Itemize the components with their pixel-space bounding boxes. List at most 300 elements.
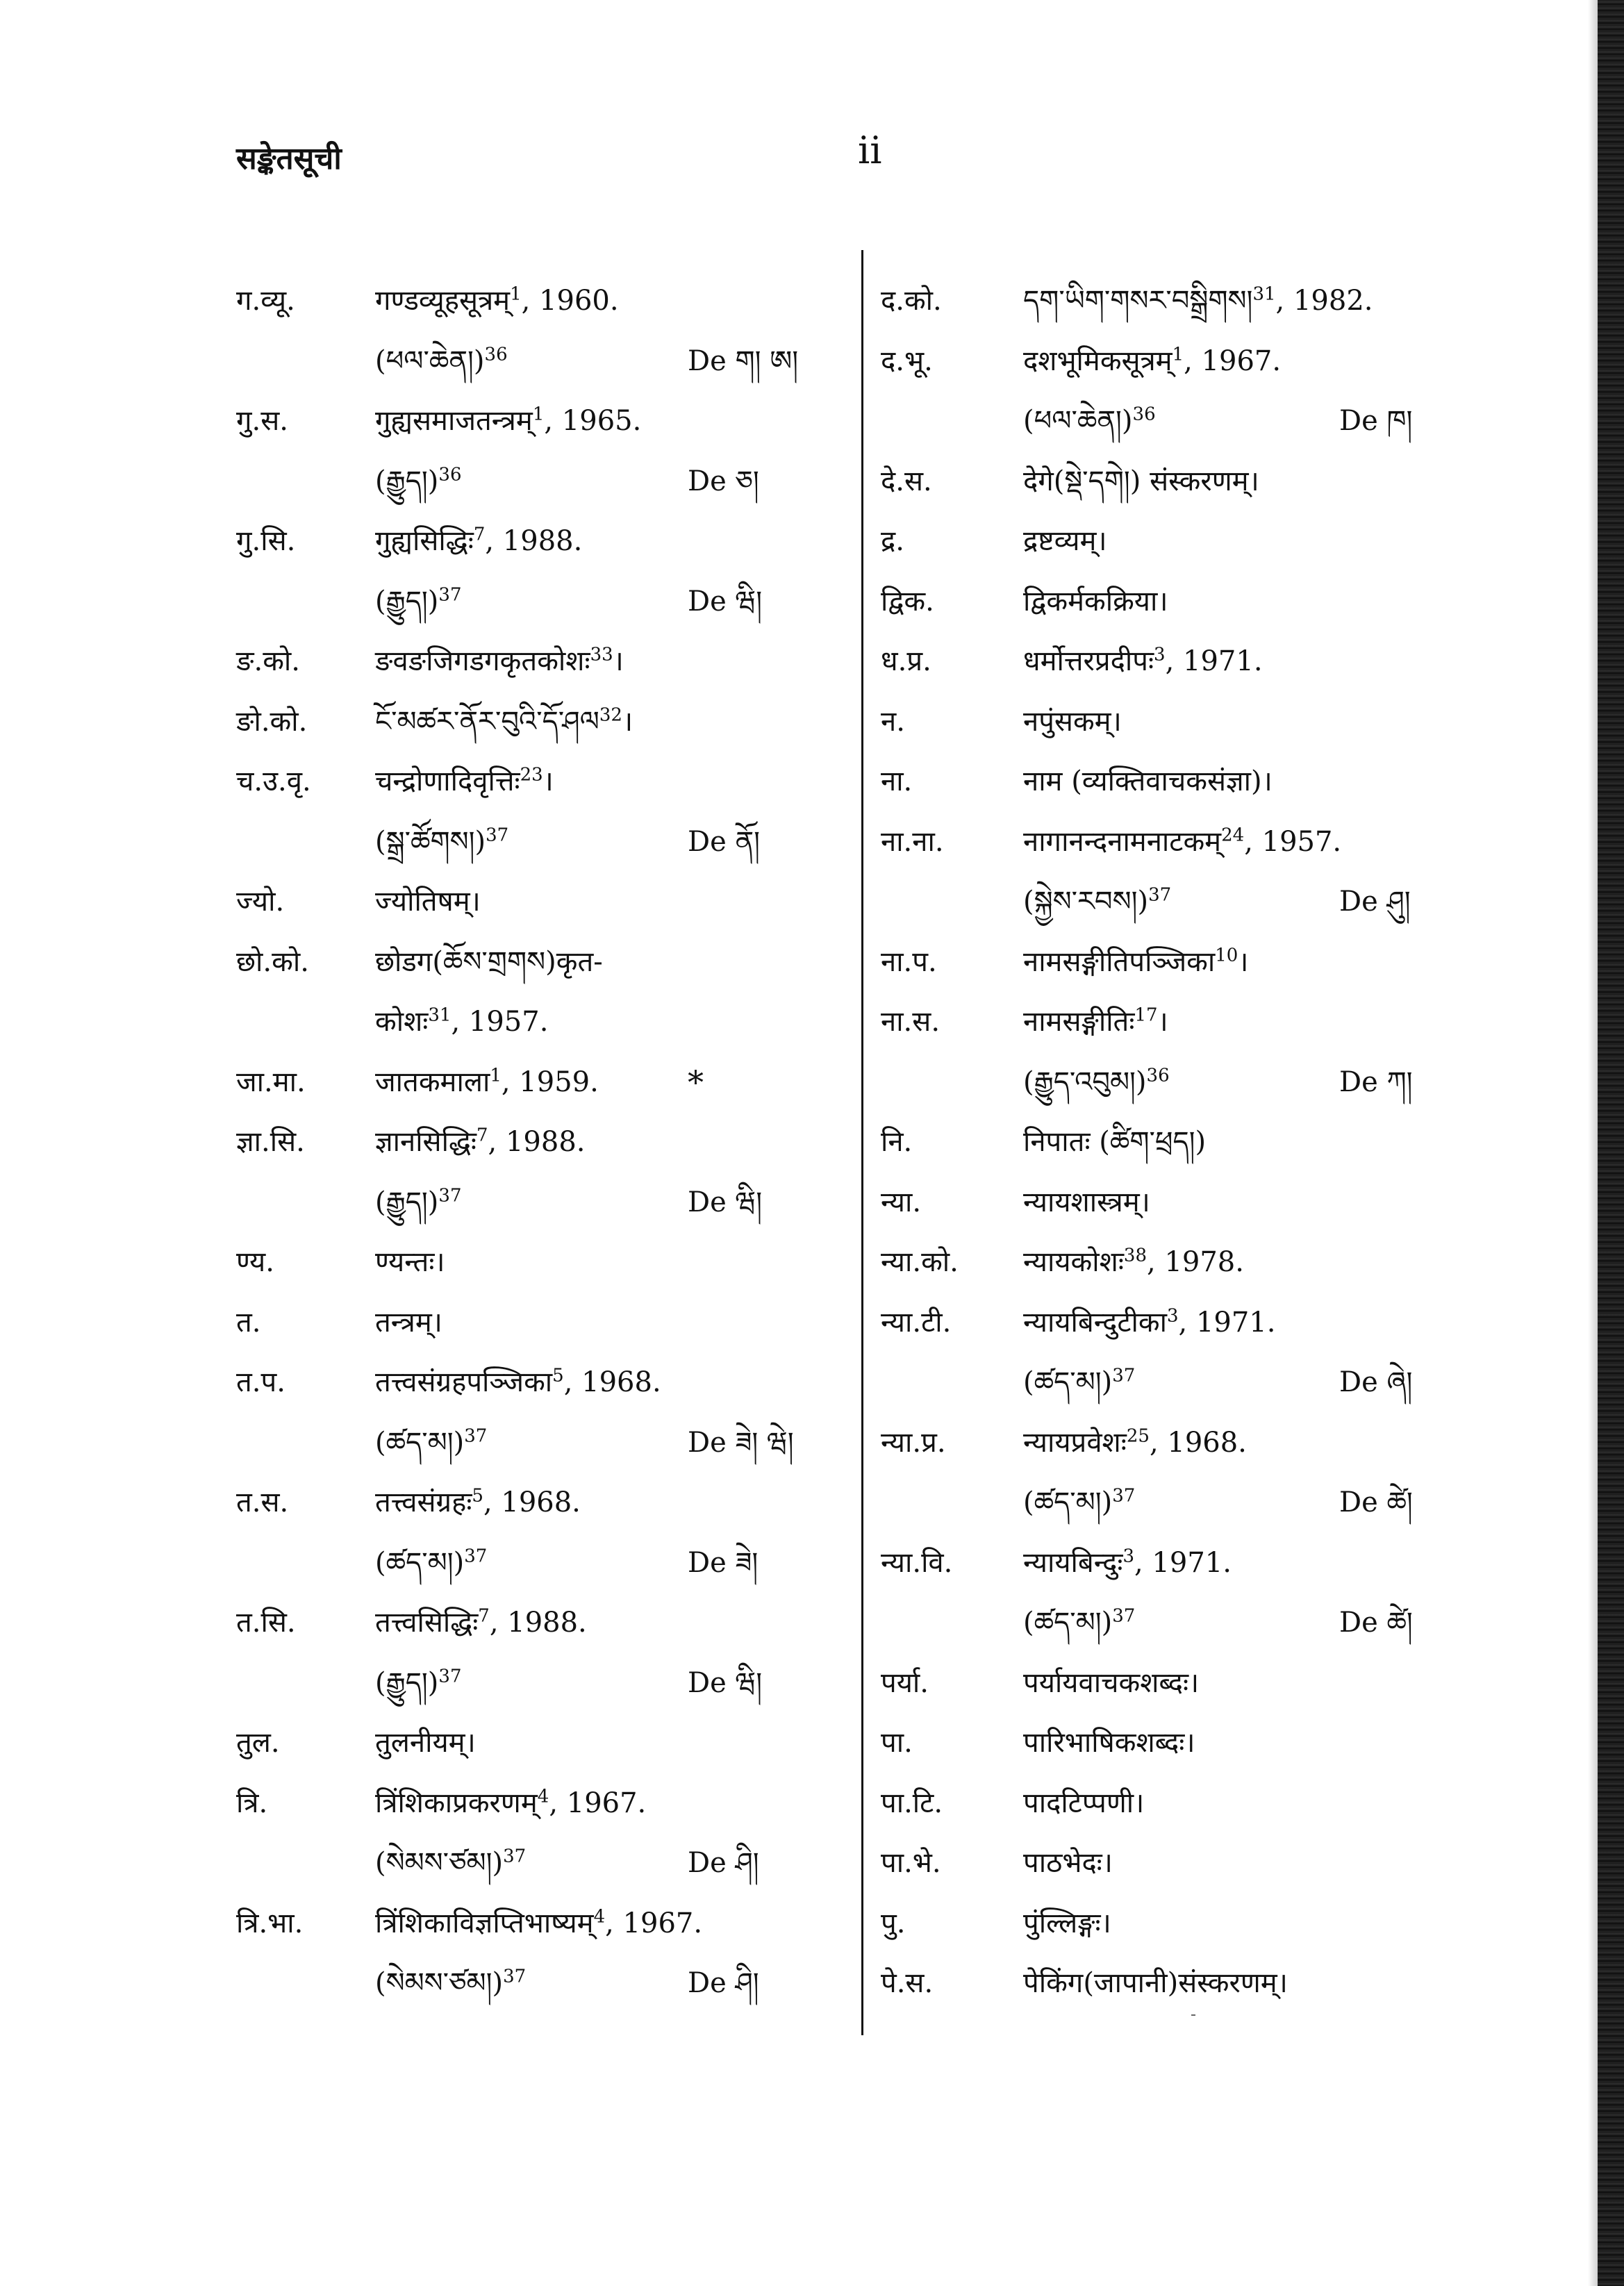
entry-abbreviation: पु. xyxy=(881,1907,906,1939)
entry-row xyxy=(236,1173,834,1233)
entry-abbreviation: पर्या. xyxy=(881,1666,929,1699)
entry-row xyxy=(236,1533,834,1593)
entry-derge-reference: De ཟེ། xyxy=(688,1546,759,1579)
entry-abbreviation: ज्ञा.सि. xyxy=(236,1126,305,1158)
entry-derge-reference: De ཀ། xyxy=(1339,1066,1413,1098)
entry-abbreviation: त. xyxy=(236,1306,261,1339)
entry-year: । xyxy=(622,705,633,738)
entry-expansion xyxy=(375,1413,487,1473)
entry-expansion xyxy=(1023,1232,1244,1293)
entry-title: (སེམས་ཙམ།) xyxy=(375,1967,504,1999)
entry-expansion xyxy=(1023,271,1373,331)
entry-expansion xyxy=(1023,1112,1206,1173)
entry-footnote-number: 3 xyxy=(1154,644,1166,665)
entry-title: (ཚད་མ།) xyxy=(1023,1366,1113,1398)
entry-row xyxy=(881,1533,1436,1593)
entry-derge-reference: * xyxy=(688,1063,704,1101)
entry-title: ज्योतिषम्। xyxy=(375,886,481,918)
entry-row xyxy=(881,752,1436,812)
entry-title: ण्यन्तः। xyxy=(375,1246,445,1278)
entry-row xyxy=(881,1112,1436,1173)
entry-abbreviation: गु.स. xyxy=(236,405,288,437)
entry-expansion xyxy=(375,812,508,872)
entry-year: , 1971. xyxy=(1165,645,1263,677)
entry-title: न्यायबिन्दुटीका xyxy=(1023,1306,1167,1339)
entry-title: कोशः xyxy=(375,1006,429,1038)
entry-footnote-number: 5 xyxy=(472,1485,483,1507)
entry-title: तत्त्वसिद्धिः xyxy=(375,1607,479,1639)
entry-abbreviation: न्या.वि. xyxy=(881,1546,953,1579)
entry-row xyxy=(881,1293,1436,1353)
entry-expansion xyxy=(375,872,481,932)
column-divider xyxy=(861,250,863,2035)
entry-footnote-number: 36 xyxy=(484,344,508,365)
entry-title: तत्त्वसंग्रहः xyxy=(375,1486,472,1518)
entry-derge-reference: De ཤི། xyxy=(688,1847,759,1879)
entry-title: (སྐྱེས་རབས།) xyxy=(1023,886,1149,918)
entry-year: , 1982. xyxy=(1275,285,1373,317)
entry-abbreviation: ग.व्यू. xyxy=(236,285,295,317)
entry-year: , 1968. xyxy=(1149,1426,1247,1459)
entry-year: , 1960. xyxy=(521,285,619,317)
entry-abbreviation: च.उ.वृ. xyxy=(236,765,311,797)
entry-title: (ཚད་མ།) xyxy=(1023,1486,1113,1518)
entry-title: (སེམས་ཙམ།) xyxy=(375,1847,504,1879)
entry-row xyxy=(236,511,834,572)
entry-derge-reference: De ཝི། xyxy=(688,1186,763,1218)
entry-title: तुलनीयम्। xyxy=(375,1727,476,1759)
entry-title: तत्त्वसंग्रहपञ्जिका xyxy=(375,1366,553,1398)
page-number: ii xyxy=(858,129,882,172)
entry-expansion xyxy=(375,1473,581,1533)
entry-title: द्विकर्मकक्रिया। xyxy=(1023,585,1168,618)
entry-expansion xyxy=(375,572,462,632)
entry-row xyxy=(236,1833,834,1894)
entry-abbreviation: द.भू. xyxy=(881,345,933,377)
entry-row xyxy=(881,872,1436,932)
entry-abbreviation: त.सि. xyxy=(236,1607,296,1639)
entry-expansion xyxy=(1023,1052,1170,1113)
entry-footnote-number: 17 xyxy=(1134,1004,1158,1026)
entry-title: नपुंसकम्। xyxy=(1023,705,1122,738)
entry-expansion xyxy=(1023,1413,1247,1473)
entry-abbreviation: गु.सि. xyxy=(236,525,296,557)
entry-title: (ཚད་མ།) xyxy=(375,1426,465,1459)
entry-derge-reference: De ག། ཨ། xyxy=(688,345,799,377)
entry-title: चन्द्रोणादिवृत्तिः xyxy=(375,765,520,797)
entry-derge-reference: De ཝི། xyxy=(688,585,763,618)
entry-row xyxy=(236,1953,834,2014)
entry-year: , 1988. xyxy=(485,525,583,557)
entry-footnote-number: 31 xyxy=(1252,283,1276,305)
entry-footnote-number: 37 xyxy=(438,1666,462,1687)
entry-footnote-number: 24 xyxy=(1221,825,1245,846)
left-column xyxy=(236,271,834,2014)
entry-title: दशभूमिकसूत्रम् xyxy=(1023,345,1173,377)
entry-row xyxy=(881,1713,1436,1773)
entry-row xyxy=(236,1593,834,1653)
entry-abbreviation: ज्यो. xyxy=(236,886,285,918)
entry-title: (རྒྱུད།) xyxy=(375,1666,439,1699)
entry-abbreviation: तुल. xyxy=(236,1727,280,1759)
entry-year: , 1988. xyxy=(489,1607,587,1639)
entry-footnote-number: 37 xyxy=(503,1846,527,1867)
entry-title: गुह्यसिद्धिः xyxy=(375,525,474,557)
entry-row xyxy=(236,391,834,452)
entry-expansion xyxy=(375,1713,476,1773)
entry-title: (ཕལ་ཆེན།) xyxy=(375,345,485,377)
entry-derge-reference: De ཁ། xyxy=(1339,405,1413,437)
entry-row xyxy=(236,812,834,872)
scan-binding-edge xyxy=(1598,0,1624,2286)
entry-title: न्यायशास्त्रम्। xyxy=(1023,1186,1150,1218)
entry-abbreviation: छो.को. xyxy=(236,945,309,978)
entry-abbreviation: ना.स. xyxy=(881,1006,941,1038)
entry-title: पारिभाषिकशब्दः। xyxy=(1023,1727,1195,1759)
entry-title: (རྒྱུད་འབུམ།) xyxy=(1023,1066,1147,1098)
entry-expansion xyxy=(1023,932,1248,993)
entry-expansion xyxy=(1023,812,1341,872)
entry-derge-reference: De ཤུ། xyxy=(1339,886,1411,918)
entry-title: नाम (व्यक्तिवाचकसंज्ञा)। xyxy=(1023,765,1273,797)
entry-year: , 1967. xyxy=(1184,345,1282,377)
entry-year: । xyxy=(1157,1006,1168,1038)
entry-footnote-number: 3 xyxy=(1166,1305,1179,1327)
entry-footnote-number: 5 xyxy=(552,1365,564,1386)
entry-title: ङवङजिगडगकृतकोशः xyxy=(375,645,590,677)
entry-expansion xyxy=(1023,1533,1232,1593)
entry-expansion xyxy=(375,752,554,812)
entry-abbreviation: दे.स. xyxy=(881,465,932,497)
entry-expansion xyxy=(375,1833,526,1894)
entry-row xyxy=(881,932,1436,993)
entry-expansion xyxy=(1023,1894,1111,1954)
entry-year: , 1967. xyxy=(605,1907,703,1939)
entry-expansion xyxy=(375,1232,445,1293)
entry-row xyxy=(881,1052,1436,1113)
entry-footnote-number: 1 xyxy=(532,404,545,425)
entry-footnote-number: 10 xyxy=(1215,945,1238,966)
entry-row xyxy=(236,872,834,932)
entry-title: त्रिंशिकाविज्ञप्तिभाष्यम् xyxy=(375,1907,594,1939)
entry-title: ज्ञानसिद्धिः xyxy=(375,1126,477,1158)
entry-title: द्रष्टव्यम्। xyxy=(1023,525,1107,557)
entry-year: , 1957. xyxy=(1244,825,1342,858)
entry-row xyxy=(881,511,1436,572)
entry-title: (རྒྱུད།) xyxy=(375,1186,439,1218)
entry-abbreviation: ना. xyxy=(881,765,913,797)
entry-expansion xyxy=(375,631,624,692)
entry-abbreviation: न. xyxy=(881,705,905,738)
entry-abbreviation: न्या.प्र. xyxy=(881,1426,946,1459)
entry-abbreviation: न्या. xyxy=(881,1186,922,1218)
entry-row xyxy=(881,331,1436,392)
page-header-title: सङ्केतसूची xyxy=(236,141,342,176)
entry-footnote-number: 4 xyxy=(537,1786,549,1807)
entry-footnote-number: 1 xyxy=(510,283,522,305)
entry-row xyxy=(236,331,834,392)
entry-expansion xyxy=(1023,1773,1144,1834)
entry-expansion xyxy=(1023,452,1259,512)
entry-abbreviation: ङ.को. xyxy=(236,645,300,677)
entry-abbreviation: पा.भे. xyxy=(881,1847,941,1879)
entry-abbreviation: त.स. xyxy=(236,1486,289,1518)
entry-title: न्यायबिन्दुः xyxy=(1023,1546,1123,1579)
entry-year: , 1971. xyxy=(1134,1546,1232,1579)
stray-mark xyxy=(1191,2014,1195,2016)
entry-footnote-number: 37 xyxy=(1112,1365,1136,1386)
entry-row xyxy=(236,1713,834,1773)
entry-footnote-number: 37 xyxy=(438,1185,462,1207)
entry-year: , 1988. xyxy=(488,1126,586,1158)
entry-row xyxy=(236,1773,834,1834)
entry-title: पुंल्लिङ्गः। xyxy=(1023,1907,1111,1939)
entry-row xyxy=(236,1052,834,1113)
entry-expansion xyxy=(1023,1833,1113,1894)
entry-footnote-number: 37 xyxy=(464,1546,488,1567)
entry-expansion xyxy=(1023,872,1171,932)
entry-year: , 1968. xyxy=(563,1366,661,1398)
entry-row xyxy=(236,1653,834,1714)
entry-derge-reference: De ཚེ། xyxy=(1339,1607,1413,1639)
entry-row xyxy=(881,1473,1436,1533)
entry-title: नागानन्दनामनाटकम् xyxy=(1023,825,1222,858)
entry-expansion xyxy=(375,452,462,512)
entry-row xyxy=(236,572,834,632)
entry-row xyxy=(236,692,834,752)
entry-row xyxy=(881,1413,1436,1473)
entry-footnote-number: 4 xyxy=(593,1906,606,1928)
entry-footnote-number: 37 xyxy=(438,584,462,606)
entry-title: (ཚད་མ།) xyxy=(1023,1607,1113,1639)
entry-derge-reference: De ཅ། xyxy=(688,465,759,497)
entry-row xyxy=(236,1293,834,1353)
entry-row xyxy=(236,992,834,1052)
entry-expansion xyxy=(1023,1293,1275,1353)
entry-expansion xyxy=(375,1773,646,1834)
entry-row xyxy=(881,1894,1436,1954)
entry-footnote-number: 7 xyxy=(473,524,486,545)
entry-footnote-number: 38 xyxy=(1123,1245,1147,1266)
entry-expansion xyxy=(375,1352,661,1413)
entry-title: पाठभेदः। xyxy=(1023,1847,1113,1879)
entry-row xyxy=(236,1112,834,1173)
entry-derge-reference: De ཚེ། xyxy=(1339,1486,1413,1518)
entry-title: निपातः (ཚིག་ཕྲད།) xyxy=(1023,1126,1207,1158)
entry-expansion xyxy=(375,271,619,331)
entry-row xyxy=(881,1773,1436,1834)
entry-row xyxy=(881,631,1436,692)
entry-title: (རྒྱུད།) xyxy=(375,585,439,618)
entry-expansion xyxy=(1023,572,1168,632)
entry-abbreviation: पा.टि. xyxy=(881,1787,943,1819)
entry-row xyxy=(236,1352,834,1413)
entry-row xyxy=(236,452,834,512)
entry-row xyxy=(881,1232,1436,1293)
entry-expansion xyxy=(375,331,508,392)
entry-footnote-number: 7 xyxy=(477,1125,488,1146)
entry-footnote-number: 37 xyxy=(1148,884,1172,906)
entry-footnote-number: 7 xyxy=(478,1605,490,1627)
entry-year: , 1959. xyxy=(501,1066,599,1098)
entry-expansion xyxy=(1023,692,1122,752)
entry-expansion xyxy=(375,1894,702,1954)
entry-expansion xyxy=(375,1052,599,1113)
entry-title: (སྒྲ་ཚོགས།) xyxy=(375,825,486,858)
entry-expansion xyxy=(1023,631,1263,692)
entry-row xyxy=(881,271,1436,331)
entry-footnote-number: 33 xyxy=(590,644,613,665)
entry-expansion xyxy=(375,1653,462,1714)
entry-year: , 1978. xyxy=(1147,1246,1244,1278)
entry-footnote-number: 1 xyxy=(1172,344,1184,365)
entry-expansion xyxy=(375,1533,487,1593)
entry-expansion xyxy=(375,391,641,452)
entry-expansion xyxy=(1023,1473,1135,1533)
entry-expansion xyxy=(1023,1173,1150,1233)
entry-year: , 1957. xyxy=(451,1006,549,1038)
entry-title: ངོ་མཚར་ནོར་བུའི་དོ་ཤལ xyxy=(375,705,599,738)
entry-row xyxy=(881,452,1436,512)
entry-expansion xyxy=(375,1293,442,1353)
entry-title: छोडग(ཆོས་གྲགས)कृत- xyxy=(375,945,603,978)
entry-abbreviation: पे.स. xyxy=(881,1967,934,1999)
entry-footnote-number: 31 xyxy=(428,1004,451,1026)
entry-title: धर्मोत्तरप्रदीपः xyxy=(1023,645,1154,677)
entry-footnote-number: 36 xyxy=(1146,1065,1170,1086)
entry-year: , 1965. xyxy=(544,405,642,437)
entry-derge-reference: De ཤི། xyxy=(688,1967,759,1999)
entry-year: । xyxy=(1238,945,1249,978)
entry-title: དག་ཡིག་གསར་བསྒྲིགས། xyxy=(1023,285,1253,317)
entry-row xyxy=(236,752,834,812)
entry-title: (རྒྱུད།) xyxy=(375,465,439,497)
entry-expansion xyxy=(1023,511,1107,572)
entry-row xyxy=(236,1413,834,1473)
entry-title: गुह्यसमाजतन्त्रम् xyxy=(375,405,533,437)
entry-abbreviation: ङो.को. xyxy=(236,705,308,738)
entry-abbreviation: त्रि.भा. xyxy=(236,1907,304,1939)
entry-row xyxy=(881,692,1436,752)
entry-year: , 1971. xyxy=(1178,1306,1276,1339)
entry-footnote-number: 1 xyxy=(490,1065,502,1086)
entry-expansion xyxy=(375,511,582,572)
entry-row xyxy=(236,932,834,993)
entry-expansion xyxy=(375,692,633,752)
entry-row xyxy=(881,1653,1436,1714)
entry-row xyxy=(881,1953,1436,2014)
entry-derge-reference: De ཝི། xyxy=(688,1666,763,1699)
entry-title: पर्यायवाचकशब्दः। xyxy=(1023,1666,1200,1699)
entry-footnote-number: 37 xyxy=(503,1966,527,1987)
entry-row xyxy=(881,992,1436,1052)
entry-row xyxy=(881,572,1436,632)
entry-title: गण्डव्यूहसूत्रम् xyxy=(375,285,511,317)
entry-abbreviation: पा. xyxy=(881,1727,913,1759)
entry-title: नामसङ्गीतिः xyxy=(1023,1006,1135,1038)
entry-expansion xyxy=(1023,752,1273,812)
entry-expansion xyxy=(1023,1953,1288,2014)
entry-expansion xyxy=(375,1593,587,1653)
entry-abbreviation: न्या.को. xyxy=(881,1246,959,1278)
entry-footnote-number: 37 xyxy=(486,825,509,846)
entry-footnote-number: 37 xyxy=(1112,1605,1136,1627)
entry-expansion xyxy=(1023,1593,1135,1653)
entry-footnote-number: 3 xyxy=(1122,1546,1134,1567)
entry-abbreviation: त्रि. xyxy=(236,1787,268,1819)
entry-title: न्यायप्रवेशः xyxy=(1023,1426,1127,1459)
entry-title: त्रिंशिकाप्रकरणम् xyxy=(375,1787,538,1819)
entry-title: पेकिंग(जापानी)संस्करणम्। xyxy=(1023,1967,1288,1999)
entry-row xyxy=(236,1232,834,1293)
entry-footnote-number: 37 xyxy=(464,1425,488,1447)
entry-expansion xyxy=(1023,391,1156,452)
entry-abbreviation: द.को. xyxy=(881,285,942,317)
entry-row xyxy=(881,1352,1436,1413)
entry-abbreviation: न्या.टी. xyxy=(881,1306,952,1339)
entry-abbreviation: द्विक. xyxy=(881,585,934,618)
entry-row xyxy=(881,391,1436,452)
entry-expansion xyxy=(1023,992,1168,1052)
entry-expansion xyxy=(375,992,548,1052)
entry-year: , 1968. xyxy=(483,1486,581,1518)
entry-title: जातकमाला xyxy=(375,1066,490,1098)
entry-expansion xyxy=(1023,331,1281,392)
entry-derge-reference: De ཞེ། xyxy=(1339,1366,1413,1398)
entry-footnote-number: 32 xyxy=(599,704,622,726)
entry-expansion xyxy=(375,1173,462,1233)
entry-row xyxy=(236,271,834,331)
entry-abbreviation: त.प. xyxy=(236,1366,285,1398)
entry-abbreviation: ना.प. xyxy=(881,945,937,978)
entry-abbreviation: ना.ना. xyxy=(881,825,944,858)
entry-title: तन्त्रम्। xyxy=(375,1306,442,1339)
entry-footnote-number: 37 xyxy=(1112,1485,1136,1507)
entry-expansion xyxy=(375,1112,586,1173)
entry-footnote-number: 36 xyxy=(438,464,462,486)
entry-footnote-number: 25 xyxy=(1126,1425,1150,1447)
right-column xyxy=(881,271,1436,2014)
entry-row xyxy=(236,631,834,692)
entry-row xyxy=(881,1593,1436,1653)
entry-title: न्यायकोशः xyxy=(1023,1246,1124,1278)
entry-footnote-number: 23 xyxy=(520,764,543,786)
entry-derge-reference: De ནོ། xyxy=(688,825,761,858)
entry-footnote-number: 36 xyxy=(1132,404,1156,425)
entry-year: । xyxy=(542,765,554,797)
entry-expansion xyxy=(375,1953,526,2014)
entry-abbreviation: ण्य. xyxy=(236,1246,274,1278)
entry-title: पादटिप्पणी। xyxy=(1023,1787,1145,1819)
entry-expansion xyxy=(1023,1713,1195,1773)
entry-abbreviation: द्र. xyxy=(881,525,904,557)
entry-derge-reference: De ཟེ། ཝེ། xyxy=(688,1426,794,1459)
entry-expansion xyxy=(1023,1653,1199,1714)
entry-title: देगे(སྡེ་དགེ།) संस्करणम्। xyxy=(1023,465,1259,497)
entry-expansion xyxy=(1023,1352,1135,1413)
page-edge-shadow xyxy=(1588,0,1598,2286)
entry-abbreviation: जा.मा. xyxy=(236,1066,306,1098)
entry-row xyxy=(881,1173,1436,1233)
entry-title: नामसङ्गीतिपञ्जिका xyxy=(1023,945,1216,978)
entry-row xyxy=(881,1833,1436,1894)
entry-title: (ཚད་མ།) xyxy=(375,1546,465,1579)
entry-row xyxy=(236,1473,834,1533)
entry-title: (ཕལ་ཆེན།) xyxy=(1023,405,1133,437)
entry-year: । xyxy=(613,645,624,677)
entry-abbreviation: ध.प्र. xyxy=(881,645,931,677)
entry-abbreviation: नि. xyxy=(881,1126,913,1158)
